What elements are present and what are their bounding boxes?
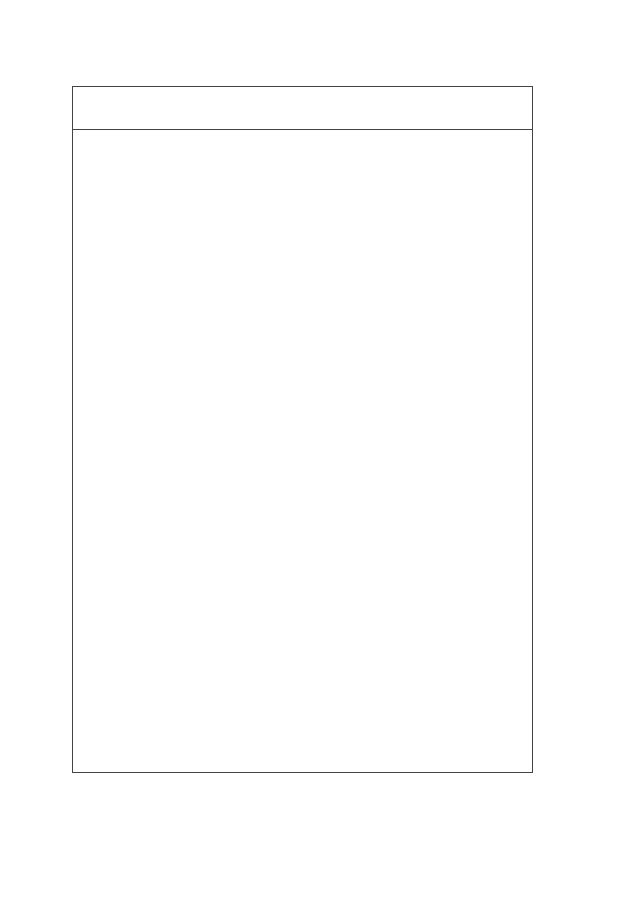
custody-ledger-table [72, 86, 533, 773]
ledger-title-row [73, 87, 532, 130]
